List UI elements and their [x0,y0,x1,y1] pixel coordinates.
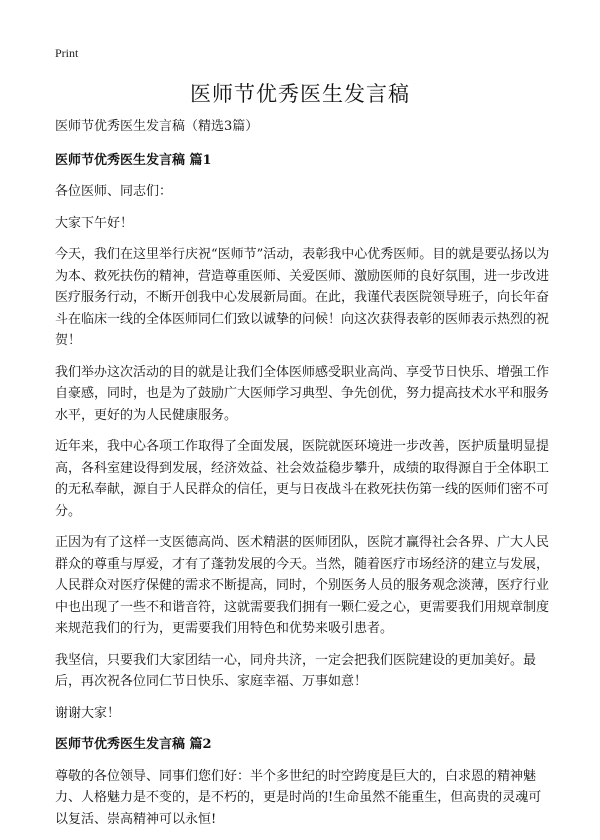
paragraph-salutation: 大家下午好！ [55,215,134,231]
section-heading-2: 医师节优秀医生发言稿 篇2 [55,737,212,752]
paragraph: 我坚信，只要我们大家团结一心，同舟共济，一定会把我们医院建设的更加美好。最后，再次祝各位同仁节日快乐、家庭幸福、万事如意！ [55,652,537,689]
paragraph: 我们举办这次活动的目的就是让我们全体医师感受职业高尚、享受节日快乐、增强工作自豪感，同时，也是为了鼓励广大医师学习典型、争先创优，努力提高技术水平和服务水平，更好的为人民健康服务。 [55,364,550,423]
document-subtitle: 医师节优秀医生发言稿（精选3篇） [55,119,259,134]
paragraph: 尊敬的各位领导、同事们您们好：半个多世纪的时空跨度是巨大的，白求恩的精神魅力、人格魅力是不变的，是不朽的，更是时尚的!生命虽然不能重生，但高贵的灵魂可以复活、崇高精神可以永恒! [55,768,542,827]
document-body [55,116,552,840]
paragraph-greeting: 各位医师、同志们： [55,184,173,199]
paragraph: 今天，我们在这里举行庆祝“医师节”活动，表彰我中心优秀医师。目的就是要弘扬以为为本、救死扶伤的精神，营造尊重医师、关爱医师、激励医师的良好氛围，进一步改进医疗服务行动，不断开创我中心发展新局面。在此，我谨代表医院领导班子，向长年奋斗在临床一线的全体医师同仁们致以诚挚的问候！向这次获得表彰的医师表示热烈的祝贺！ [55,247,550,348]
paragraph-thanks: 谢谢大家！ [55,705,121,721]
section-heading-1: 医师节优秀医生发言稿 篇1 [55,152,212,168]
page-title: 医师节优秀医生发言稿 [190,82,410,106]
paragraph: 近年来，我中心各项工作取得了全面发展，医院就医环境进一步改善，医护质量明显提高，各科室建设得到发展，经济效益、社会效益稳步攀升，成绩的取得源自于全体职工的无私奉献，源自于人民群众的信任，更与日夜战斗在救死扶伤第一线的医师们密不可分。 [55,439,550,519]
paragraph: 正因为有了这样一支医德高尚、医术精湛的医师团队，医院才赢得社会各界、广大人民群众的尊重与厚爱，才有了蓬勃发展的今天。当然，随着医疗市场经济的建立与发展，人民群众对医疗保健的需求不断提高，同时，个别医务人员的服务观念淡薄，医疗行业中也出现了一些不和谐音符，这就需要我们拥有一颗仁爱之心，更需要我们用规章制度来规范我们的行为，更需要我们用特色和优势来吸引患者。 [55,535,550,636]
print-link[interactable]: Print [55,46,79,60]
